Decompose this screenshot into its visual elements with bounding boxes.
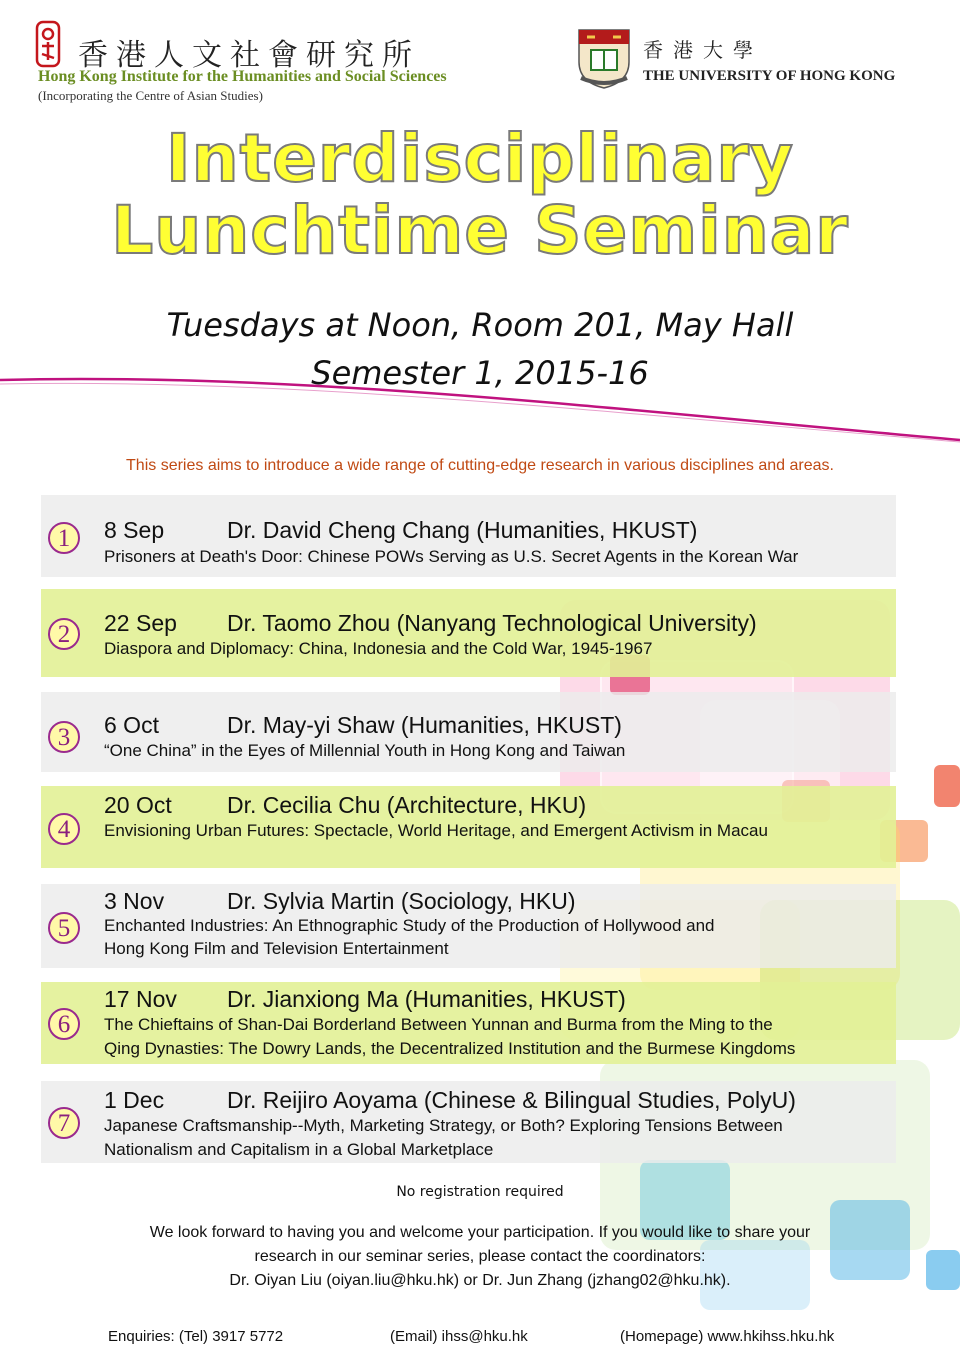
seminar-row-2: [41, 589, 896, 677]
university-chinese-name: 香港大學: [643, 38, 763, 62]
seminar-row-7: [41, 1081, 896, 1163]
university-name: THE UNIVERSITY OF HONG KONG: [643, 68, 896, 84]
closing-text-line3: Dr. Oiyan Liu (oiyan.liu@hku.hk) or Dr. Jun Zhang (jzhang02@hku.hk).: [229, 1272, 731, 1289]
seminar-topic: “One China” in the Eyes of Millennial Youth in Hong Kong and Taiwan: [104, 741, 626, 760]
seminar-speaker: Dr. Reijiro Aoyama (Chinese & Bilingual Studies, PolyU): [227, 1087, 796, 1113]
seminar-topic: Enchanted Industries: An Ethnographic Study of the Production of Hollywood and: [104, 916, 715, 935]
institute-chinese-name: 香港人文社會研究所: [78, 38, 420, 73]
seminar-row-4: [41, 786, 896, 868]
seminar-number-badge: 7: [48, 1107, 80, 1139]
seminar-topic: Envisioning Urban Futures: Spectacle, World Heritage, and Emergent Activism in Macau: [104, 821, 768, 840]
seminar-date: 8 Sep: [104, 517, 165, 543]
seminar-number-badge: 2: [48, 618, 80, 650]
hkihss-seal-logo: [34, 20, 62, 68]
seminar-number-badge: 1: [48, 522, 80, 554]
series-intro: This series aims to introduce a wide range of cutting-edge research in various disciplines and areas.: [126, 457, 834, 474]
seminar-date: 17 Nov: [104, 986, 177, 1012]
no-registration-note: No registration required: [396, 1184, 564, 1200]
seminar-topic: Nationalism and Capitalism in a Global Marketplace: [104, 1140, 494, 1159]
closing-text-line1: We look forward to having you and welcome your participation. If you would like to share your: [149, 1224, 811, 1241]
seminar-date: 22 Sep: [104, 610, 177, 636]
seminar-speaker: Dr. Jianxiong Ma (Humanities, HKUST): [227, 986, 626, 1012]
seminar-row-6: [41, 982, 896, 1064]
poster-title-line1: Interdisciplinary: [166, 120, 794, 197]
seminar-date: 20 Oct: [104, 792, 172, 818]
seminar-speaker: Dr. May-yi Shaw (Humanities, HKUST): [227, 712, 622, 738]
seminar-date: 3 Nov: [104, 888, 165, 914]
seminar-speaker: Dr. Cecilia Chu (Architecture, HKU): [227, 792, 587, 818]
seminar-number-badge: 3: [48, 721, 80, 753]
seminar-topic: Diaspora and Diplomacy: China, Indonesia and the Cold War, 1945-1967: [104, 639, 653, 658]
seminar-row-1: [41, 495, 896, 577]
hku-crest-logo: [575, 26, 633, 90]
semester-line: Semester 1, 2015-16: [311, 354, 649, 392]
poster-title-line2: Lunchtime Seminar: [111, 192, 849, 269]
seminar-row-3: [41, 692, 896, 772]
seminar-topic: Hong Kong Film and Television Entertainment: [104, 939, 449, 958]
seminar-speaker: Dr. David Cheng Chang (Humanities, HKUST): [227, 517, 698, 543]
decorative-swoosh: [0, 370, 960, 450]
closing-text-line2: research in our seminar series, please contact the coordinators:: [254, 1248, 706, 1265]
enquiry-telephone: Enquiries: (Tel) 3917 5772: [108, 1328, 284, 1345]
seminar-number-badge: 4: [48, 813, 80, 845]
enquiry-email: (Email) ihss@hku.hk: [390, 1328, 528, 1345]
seminar-speaker: Dr. Taomo Zhou (Nanyang Technological University): [227, 610, 757, 636]
homepage-link: (Homepage) www.hkihss.hku.hk: [620, 1328, 835, 1345]
institute-name: Hong Kong Institute for the Humanities and Social Sciences: [38, 68, 447, 85]
institute-subtitle: (Incorporating the Centre of Asian Studies): [38, 88, 263, 103]
seminar-number-badge: 5: [48, 912, 80, 944]
seminar-topic: Qing Dynasties: The Dowry Lands, the Decentralized Institution and the Burmese Kingdoms: [104, 1039, 796, 1058]
seminar-speaker: Dr. Sylvia Martin (Sociology, HKU): [227, 888, 576, 914]
seminar-topic: Prisoners at Death's Door: Chinese POWs Serving as U.S. Secret Agents in the Korean War: [104, 547, 799, 566]
schedule-line: Tuesdays at Noon, Room 201, May Hall: [166, 306, 794, 344]
seminar-date: 1 Dec: [104, 1087, 165, 1113]
seminar-topic: The Chieftains of Shan-Dai Borderland Between Yunnan and Burma from the Ming to the: [104, 1015, 773, 1034]
seminar-row-5: [41, 884, 896, 968]
seminar-number-badge: 6: [48, 1008, 80, 1040]
seminar-date: 6 Oct: [104, 712, 159, 738]
seminar-topic: Japanese Craftsmanship--Myth, Marketing Strategy, or Both? Exploring Tensions Between: [104, 1116, 783, 1135]
